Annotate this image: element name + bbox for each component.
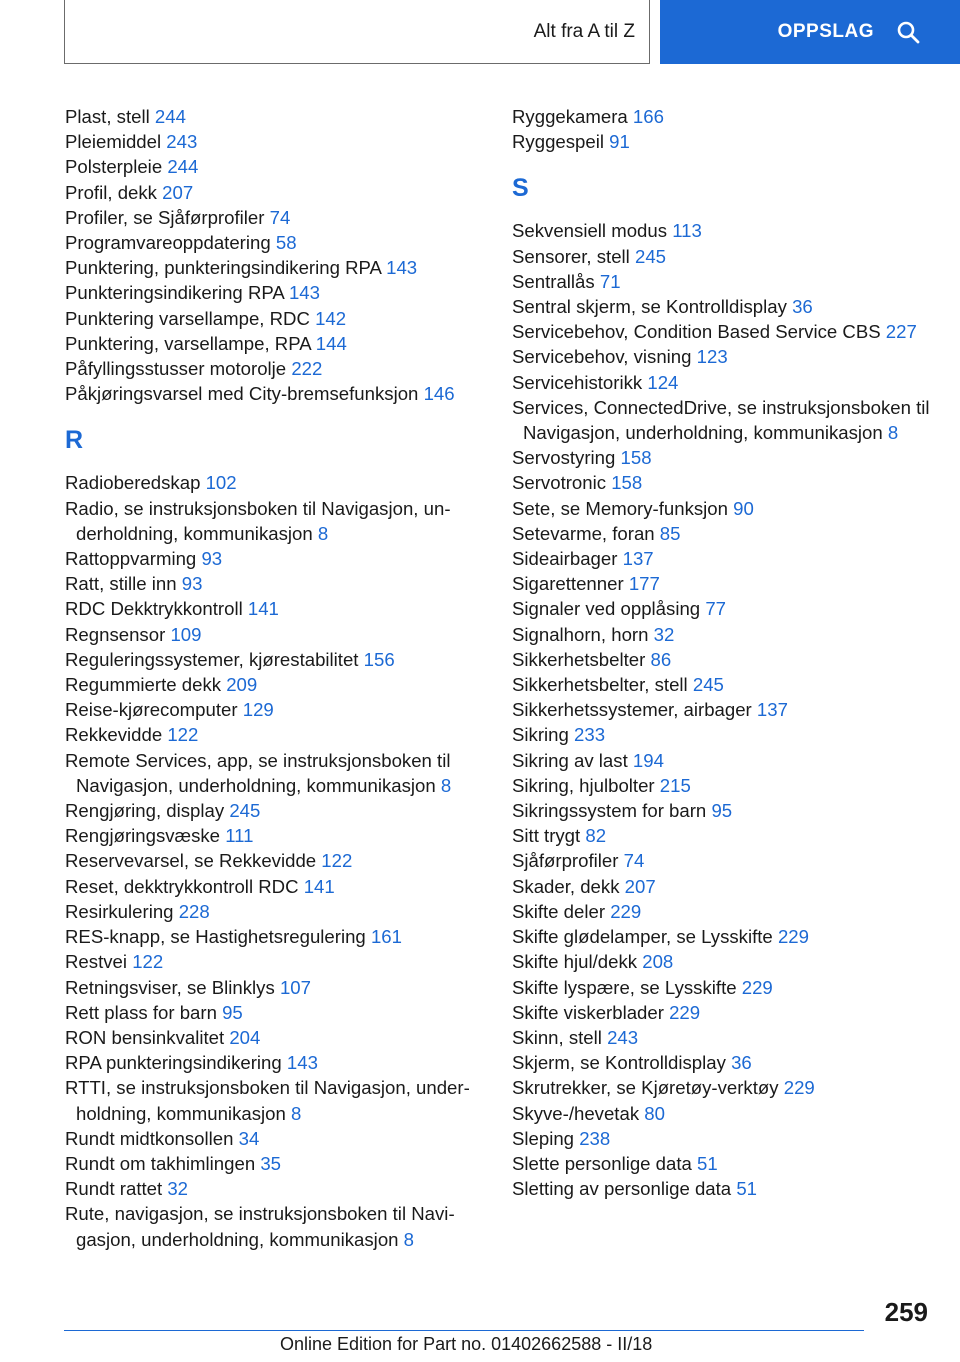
lookup-tab-label: OPPSLAG <box>777 21 874 42</box>
page-link[interactable]: 95 <box>711 800 733 822</box>
index-entry <box>512 1126 932 1151</box>
page-link[interactable]: 51 <box>736 1178 757 1200</box>
page-link[interactable]: 109 <box>170 623 202 645</box>
index-entry <box>65 647 485 672</box>
page-link[interactable]: 245 <box>229 800 261 822</box>
index-term: Servostyring <box>512 447 616 469</box>
page-link[interactable]: 156 <box>363 648 395 670</box>
index-term: Reguleringssystemer, kjørestabilitet <box>65 648 359 670</box>
index-term: Rattoppvarming <box>65 548 197 570</box>
footer-divider <box>64 1330 864 1331</box>
index-entry <box>65 356 485 381</box>
index-entry <box>512 672 932 697</box>
index-entry <box>65 331 485 356</box>
index-term: Rett plass for barn <box>65 1001 217 1023</box>
index-entry <box>65 1075 485 1125</box>
index-term: Services, ConnectedDrive, se instruksjonsboken til Navigasjon, underholdning, kommunikasjon <box>512 396 930 444</box>
index-term: Retningsviser, se Blinklys <box>65 976 275 998</box>
index-term: Radioberedskap <box>65 472 201 494</box>
index-term: Sentrallås <box>512 270 595 292</box>
index-column-right <box>512 104 932 1201</box>
index-entry <box>65 949 485 974</box>
index-term: Sekvensiell modus <box>512 220 668 242</box>
index-term: Programvareoppdatering <box>65 232 271 254</box>
index-term: Sideairbager <box>512 548 618 570</box>
index-entry <box>65 1025 485 1050</box>
index-entry <box>512 874 932 899</box>
index-entry <box>65 230 485 255</box>
page-link[interactable]: 158 <box>611 472 643 494</box>
index-entry <box>65 874 485 899</box>
page-link[interactable]: 86 <box>650 648 672 670</box>
index-term: Pleiemiddel <box>65 131 162 153</box>
index-entry <box>65 180 485 205</box>
index-term: Servicehistorikk <box>512 371 643 393</box>
page-link[interactable]: 207 <box>162 181 194 203</box>
page-link[interactable]: 229 <box>783 1077 815 1099</box>
index-term: Påkjøringsvarsel med City-bremsefunksjon <box>65 383 419 405</box>
index-term: Slette personlige data <box>512 1152 692 1174</box>
index-entry <box>65 129 485 154</box>
page-link[interactable]: 166 <box>632 106 664 127</box>
page-link[interactable]: 77 <box>705 598 726 620</box>
index-term: Rundt midtkonsollen <box>65 1127 234 1149</box>
page-link[interactable]: 8 <box>887 422 899 444</box>
index-term: Sikring <box>512 724 569 746</box>
index-term: Ratt, stille inn <box>65 573 177 595</box>
index-term: Punktering varsellampe, RDC <box>65 307 310 329</box>
index-entry <box>512 622 932 647</box>
index-entry <box>512 1151 932 1176</box>
index-entry <box>65 496 485 546</box>
index-entry <box>65 798 485 823</box>
index-term: Sitt trygt <box>512 825 581 847</box>
page-link[interactable]: 229 <box>669 1001 701 1023</box>
page-link[interactable]: 74 <box>269 206 291 228</box>
index-term: Skifte lyspære, se Lysskifte <box>512 976 737 998</box>
page-link[interactable]: 124 <box>647 371 679 393</box>
index-entry <box>512 697 932 722</box>
index-entry <box>65 1201 485 1251</box>
page-link[interactable]: 143 <box>386 257 418 279</box>
index-term: Rundt om takhimlingen <box>65 1152 256 1174</box>
index-entry <box>65 255 485 280</box>
index-term: Skifte glødelamper, se Lysskifte <box>512 926 773 948</box>
index-term: Remote Services, app, se instruksjonsboken til Navigasjon, underholdning, kommunikasjon <box>65 749 451 796</box>
index-term: Skifte deler <box>512 900 606 922</box>
page-link[interactable]: 74 <box>623 850 645 872</box>
index-entry <box>512 823 932 848</box>
index-entry <box>65 571 485 596</box>
page-link[interactable]: 194 <box>632 749 664 771</box>
index-entry <box>512 949 932 974</box>
index-term: Ryggespeil <box>512 131 604 153</box>
index-entry <box>512 244 932 269</box>
index-term: Sikkerhetssystemer, airbager <box>512 699 752 721</box>
index-entry <box>65 381 485 406</box>
index-entry <box>512 647 932 672</box>
index-entry <box>512 104 932 129</box>
page-link[interactable]: 143 <box>288 282 320 304</box>
page-link[interactable]: 8 <box>317 522 329 544</box>
index-term: Reservevarsel, se Rekkevidde <box>65 850 317 872</box>
page-link[interactable]: 245 <box>635 245 667 267</box>
index-term: Sleping <box>512 1127 575 1149</box>
index-term: Restvei <box>65 951 128 973</box>
index-entry <box>65 1000 485 1025</box>
page-link[interactable]: 113 <box>672 220 702 242</box>
index-term: Regummierte dekk <box>65 674 222 696</box>
index-entry <box>512 975 932 1000</box>
index-entry <box>512 1176 932 1201</box>
page-link[interactable]: 137 <box>756 699 788 721</box>
index-entry <box>512 395 932 445</box>
index-term: Radio, se instruksjonsboken til Navigasjon, underholdning, kommunikasjon <box>65 497 451 544</box>
index-entry <box>512 269 932 294</box>
index-entry <box>65 205 485 230</box>
index-entry <box>512 1101 932 1126</box>
page-link[interactable]: 204 <box>229 1026 261 1048</box>
page-link[interactable]: 91 <box>609 131 630 153</box>
page-link[interactable]: 71 <box>599 270 621 292</box>
page-link[interactable]: 95 <box>222 1001 243 1023</box>
section-letter-r: R <box>65 426 84 455</box>
page-link[interactable]: 245 <box>692 674 724 696</box>
index-entry <box>512 773 932 798</box>
index-entry <box>512 1000 932 1025</box>
section-tab-label: Alt fra A til Z <box>533 20 635 42</box>
index-term: Sensorer, stell <box>512 245 630 267</box>
index-term: Ryggekamera <box>512 106 628 127</box>
page-link[interactable]: 243 <box>166 131 198 153</box>
index-term: Skifte viskerblader <box>512 1001 664 1023</box>
index-entry <box>512 370 932 395</box>
page-link[interactable]: 143 <box>286 1052 318 1074</box>
index-entry <box>512 546 932 571</box>
index-term: Sikringssystem for barn <box>512 800 707 822</box>
index-term: Rute, navigasjon, se instruksjonsboken til Navigasjon, underholdning, kommunikasjon <box>65 1203 455 1250</box>
page-link[interactable]: 141 <box>303 875 335 897</box>
page-link[interactable]: 137 <box>622 548 654 570</box>
index-entry <box>65 306 485 331</box>
index-term: Reise-kjørecomputer <box>65 699 238 721</box>
index-term: RES-knapp, se Hastighetsregulering <box>65 926 366 948</box>
page-link[interactable]: 90 <box>733 497 754 519</box>
page-link[interactable]: 244 <box>167 156 199 178</box>
page-link[interactable]: 142 <box>315 307 347 329</box>
index-entry <box>512 596 932 621</box>
index-entry <box>65 697 485 722</box>
index-entry <box>65 622 485 647</box>
index-term: Sikring, hjulbolter <box>512 774 655 796</box>
page-link[interactable]: 229 <box>777 926 809 948</box>
index-term: Punktering, varsellampe, RPA <box>65 332 311 354</box>
index-entry <box>65 848 485 873</box>
index-entry <box>512 294 932 319</box>
index-entry <box>65 104 485 129</box>
index-entry <box>512 571 932 596</box>
page-number: 259 <box>884 1297 928 1327</box>
index-term: RDC Dekktrykkontroll <box>65 598 243 620</box>
index-term: Signaler ved opplåsing <box>512 598 701 620</box>
index-term: Skrutrekker, se Kjøretøy-verktøy <box>512 1077 779 1099</box>
index-term: Rengjøringsvæske <box>65 825 221 847</box>
page-link[interactable]: 51 <box>697 1152 718 1174</box>
index-term: Sentral skjerm, se Kontrolldisplay <box>512 296 787 318</box>
index-term: Sikkerhetsbelter, stell <box>512 674 688 696</box>
index-entry <box>65 975 485 1000</box>
index-entry <box>65 823 485 848</box>
section-letter-s: S <box>512 174 529 203</box>
index-entry <box>65 722 485 747</box>
index-entry <box>512 344 932 369</box>
index-term: Sikring av last <box>512 749 628 771</box>
page-link[interactable]: 158 <box>620 447 652 469</box>
index-entry <box>512 521 932 546</box>
page-link[interactable]: 36 <box>731 1052 752 1074</box>
page-link[interactable]: 93 <box>181 573 203 595</box>
index-term: Sete, se Memory-funksjon <box>512 497 728 519</box>
page-link[interactable]: 107 <box>279 976 311 998</box>
index-term: Sikkerhetsbelter <box>512 648 646 670</box>
index-entry <box>65 470 485 495</box>
page-link[interactable]: 82 <box>585 825 607 847</box>
index-entry <box>65 280 485 305</box>
index-term: Sjåførprofiler <box>512 850 619 872</box>
page-link[interactable]: 222 <box>291 358 323 380</box>
index-entry <box>65 748 485 798</box>
index-term: Påfyllingsstusser motorolje <box>65 358 287 380</box>
page-link[interactable]: 34 <box>238 1127 260 1149</box>
index-term: Setevarme, foran <box>512 522 655 544</box>
index-term: Punkteringsindikering RPA <box>65 282 284 304</box>
page-link[interactable]: 32 <box>167 1178 189 1200</box>
index-entry <box>65 546 485 571</box>
page-link[interactable]: 243 <box>607 1026 639 1048</box>
index-entry <box>65 899 485 924</box>
index-term: Profil, dekk <box>65 181 157 203</box>
index-term: Punktering, punkteringsindikering RPA <box>65 257 381 279</box>
page-link[interactable]: 111 <box>225 825 254 847</box>
page-link[interactable]: 122 <box>132 951 164 973</box>
index-entry <box>512 1075 932 1100</box>
index-entry <box>65 672 485 697</box>
index-term: Resirkulering <box>65 900 174 922</box>
index-entry <box>512 129 932 154</box>
page-link[interactable]: 229 <box>741 976 773 998</box>
page-link[interactable]: 144 <box>315 332 347 354</box>
page-link[interactable]: 8 <box>403 1228 415 1250</box>
index-entry <box>512 470 932 495</box>
index-entry <box>65 924 485 949</box>
page-link[interactable]: 122 <box>167 724 199 746</box>
page-link[interactable]: 244 <box>154 106 186 127</box>
index-entry <box>65 154 485 179</box>
index-entry <box>512 218 932 243</box>
index-entry <box>512 722 932 747</box>
index-entry <box>512 1050 932 1075</box>
index-entry <box>512 1025 932 1050</box>
page-link[interactable]: 177 <box>628 573 660 595</box>
index-term: Servicebehov, Condition Based Service CBS <box>512 321 881 343</box>
page-link[interactable]: 229 <box>610 900 642 922</box>
index-entry <box>512 748 932 773</box>
footer-edition: Online Edition for Part no. 01402662588 - II/18 <box>280 1334 653 1354</box>
index-entry <box>512 319 932 344</box>
index-entry <box>512 445 932 470</box>
index-term: Rengjøring, display <box>65 800 225 822</box>
index-entry <box>512 798 932 823</box>
index-term: Sletting av personlige data <box>512 1178 732 1200</box>
index-term: Profiler, se Sjåførprofiler <box>65 206 265 228</box>
index-term: Regnsensor <box>65 623 166 645</box>
page-link[interactable]: 208 <box>642 951 674 973</box>
page-link[interactable]: 129 <box>242 699 274 721</box>
index-entry <box>512 924 932 949</box>
lookup-tab[interactable] <box>660 0 960 64</box>
page-link[interactable]: 58 <box>275 232 297 254</box>
page-link[interactable]: 8 <box>291 1102 302 1124</box>
index-term: Polsterpleie <box>65 156 163 178</box>
page-link[interactable]: 228 <box>178 900 210 922</box>
index-entry <box>512 496 932 521</box>
index-term: Sigarettenner <box>512 573 624 595</box>
index-term: Rundt rattet <box>65 1178 163 1200</box>
search-icon[interactable] <box>896 20 920 44</box>
page-link[interactable]: 93 <box>201 548 223 570</box>
page-link[interactable]: 122 <box>321 850 353 872</box>
index-entry <box>512 848 932 873</box>
index-entry <box>65 1126 485 1151</box>
index-term: Skifte hjul/dekk <box>512 951 638 973</box>
page-link[interactable]: 233 <box>574 724 606 746</box>
index-term: Rekkevidde <box>65 724 163 746</box>
section-tab[interactable] <box>64 0 650 64</box>
index-term: RPA punkteringsindikering <box>65 1052 282 1074</box>
page-link[interactable]: 36 <box>792 296 813 318</box>
page-link[interactable]: 32 <box>653 623 675 645</box>
page-link[interactable]: 141 <box>247 598 279 620</box>
index-entry <box>65 1151 485 1176</box>
page-link[interactable]: 8 <box>440 774 452 796</box>
page-link[interactable]: 85 <box>659 522 681 544</box>
page-link[interactable]: 207 <box>624 875 656 897</box>
index-entry <box>65 1176 485 1201</box>
page-link[interactable]: 227 <box>885 321 917 343</box>
page-link[interactable]: 209 <box>226 674 258 696</box>
page-link[interactable]: 102 <box>205 472 237 494</box>
page-link[interactable]: 146 <box>423 383 455 405</box>
index-term: Skjerm, se Kontrolldisplay <box>512 1052 726 1074</box>
index-term: RON bensinkvalitet <box>65 1026 225 1048</box>
index-entry <box>512 899 932 924</box>
index-entry <box>65 1050 485 1075</box>
index-term: Plast, stell <box>65 106 150 127</box>
index-term: Servicebehov, visning <box>512 346 692 368</box>
page-link[interactable]: 238 <box>579 1127 611 1149</box>
page-link[interactable]: 80 <box>644 1102 665 1124</box>
index-entry <box>65 596 485 621</box>
index-term: Reset, dekktrykkontroll RDC <box>65 875 299 897</box>
page-link[interactable]: 215 <box>659 774 691 796</box>
page-link[interactable]: 161 <box>370 926 402 948</box>
index-term: Skinn, stell <box>512 1026 602 1048</box>
page-link[interactable]: 35 <box>260 1152 282 1174</box>
page-link[interactable]: 123 <box>696 346 728 368</box>
index-column-left <box>65 104 485 1252</box>
index-term: Skyve-/hevetak <box>512 1102 640 1124</box>
index-term: RTTI, se instruksjonsboken til Navigasjon, underholdning, kommunikasjon <box>65 1077 470 1124</box>
index-term: Signalhorn, horn <box>512 623 649 645</box>
index-term: Servotronic <box>512 472 607 494</box>
index-term: Skader, dekk <box>512 875 620 897</box>
